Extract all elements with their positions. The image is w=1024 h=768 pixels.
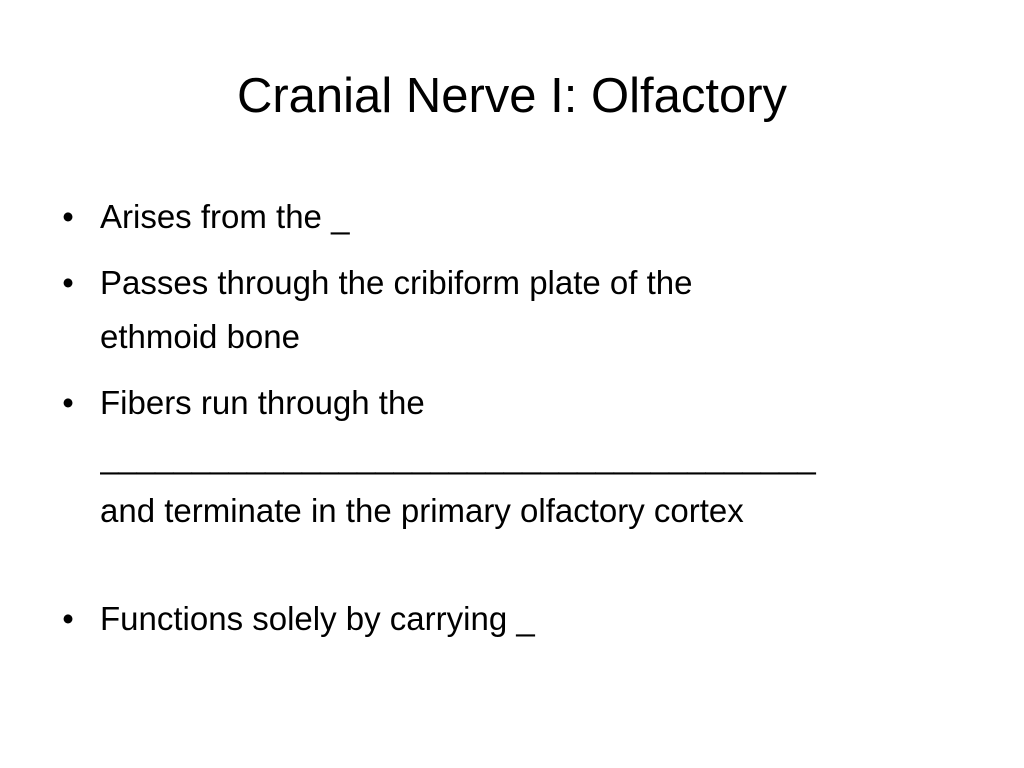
bullet-item-arises xyxy=(56,190,976,244)
fill-in-blank-line: _______________________________________ xyxy=(100,438,816,475)
bullet-item-functions xyxy=(56,592,976,646)
bullet-text-line: and terminate in the primary olfactory cortex xyxy=(100,492,744,529)
bullet-text: Arises from the _ xyxy=(100,198,350,235)
bullet-dot-icon: • xyxy=(62,198,74,235)
bullet-text-line: Passes through the cribiform plate of the xyxy=(100,264,693,301)
bullet-list xyxy=(56,190,976,658)
bullet-dot-icon: • xyxy=(62,384,74,421)
bullet-text-line: Fibers run through the xyxy=(100,384,425,421)
bullet-item-passes xyxy=(56,256,976,364)
slide-title: Cranial Nerve I: Olfactory xyxy=(236,69,788,123)
bullet-item-fibers xyxy=(56,376,976,538)
bullet-text: Functions solely by carrying _ xyxy=(100,600,535,637)
bullet-text-line: ethmoid bone xyxy=(100,318,300,355)
bullet-dot-icon: • xyxy=(62,264,74,301)
bullet-dot-icon: • xyxy=(62,600,74,637)
